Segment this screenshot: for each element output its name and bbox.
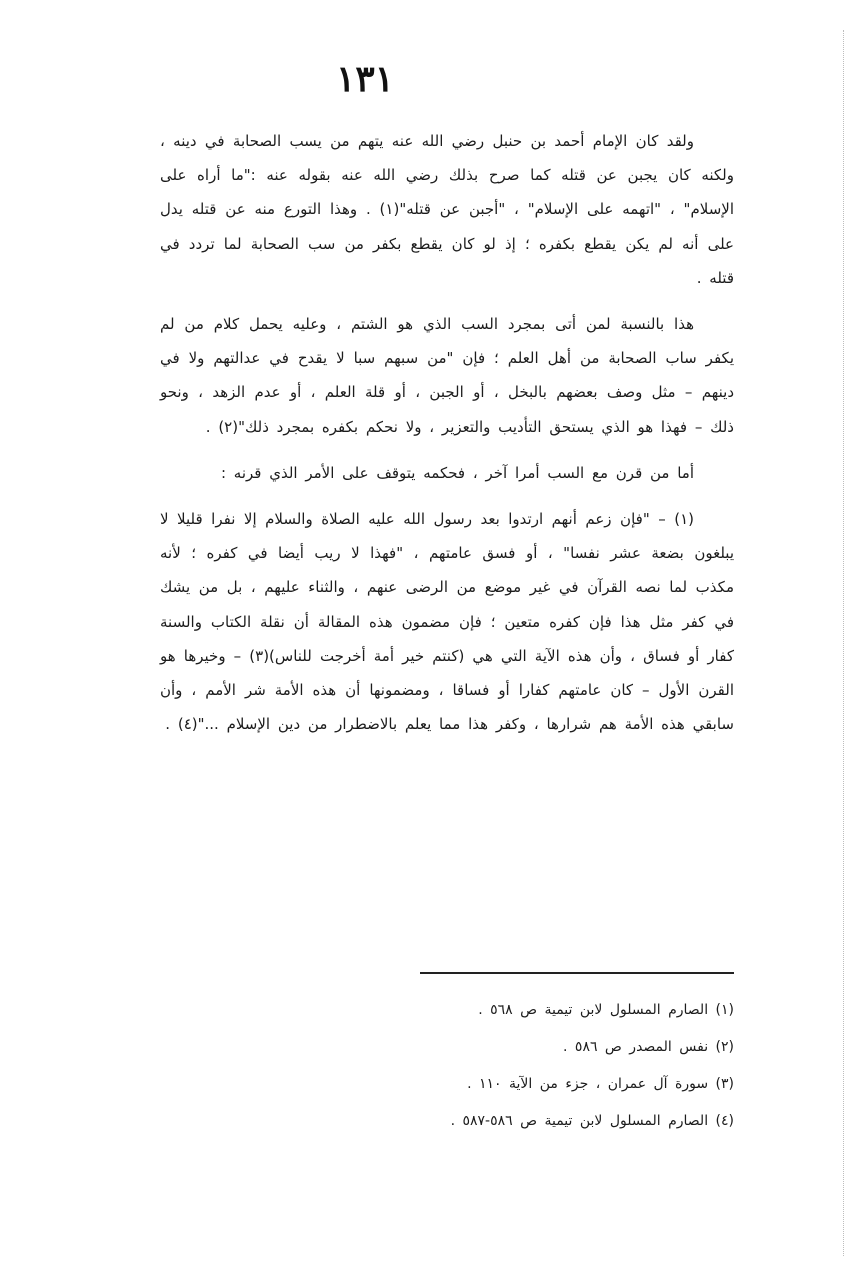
scan-edge-dots: [843, 30, 844, 1256]
paragraph-mere-insult: هذا بالنسبة لمن أتى بمجرد السب الذي هو الشتم ، وعليه يحمل كلام من لم يكفر ساب الصحابة من أهل العلم ؛ فإن "من سبهم سبا لا يقدح في عدالتهم ولا في دينهم – مثل وصف بعضهم بالبخل ، أو الجبن ، أو قلة العلم ، أو عدم الزهد ، ونحو ذلك – فهذا هو الذي يستحق التأديب والتعزير ، ولا نحكم بكفره بمجرد ذلك"(٢) .: [160, 315, 734, 436]
footnote-2: (٢) نفس المصدر ص ٥٨٦ .: [563, 1039, 734, 1055]
footnote-4: (٤) الصارم المسلول لابن تيمية ص ٥٨٦-٥٨٧ .: [450, 1113, 734, 1129]
footnote-separator: [420, 972, 734, 974]
paragraph-combined-matter: أما من قرن مع السب أمرا آخر ، فحكمه يتوقف على الأمر الذي قرنه :: [220, 463, 694, 482]
body-text: [160, 124, 734, 753]
footnote-1: (١) الصارم المسلول لابن تيمية ص ٥٦٨ .: [478, 1002, 734, 1018]
paragraph-imam-ahmad: ولقد كان الإمام أحمد بن حنبل رضي الله عنه يتهم من يسب الصحابة في دينه ، ولكنه كان يجبن عن قتله كما صرح بذلك رضي الله عنه بقوله عنه :"ما أراه على الإسلام" ، "اتهمه على الإسلام" ، "أجبن عن قتله"(١) . وهذا التورع منه عن قتله يدل على أنه لم يكن يقطع بكفره ؛ إذ لو كان يقطع بكفر من سب الصحابة لما تردد في قتله .: [160, 132, 734, 287]
paragraph-point-one: (١) – "فإن زعم أنهم ارتدوا بعد رسول الله عليه الصلاة والسلام إلا نفرا قليلا لا يبلغون بضعة عشر نفسا" ، أو فسق عامتهم ، "فهذا لا ريب أيضا في كفره ؛ لأنه مكذب لما نصه القرآن في غير موضع من الرضى عنهم ، والثناء عليهم ، بل من يشك في كفر مثل هذا فإن كفره متعين ؛ فإن مضمون هذه المقالة أن نقلة الكتاب والسنة كفار أو فساق ، وأن هذه الآية التي هي (كنتم خير أمة أخرجت للناس)(٣) – وخيرها هو القرن الأول – كان عامتهم كفارا أو فساقا ، ومضمونها أن هذه الأمة شر الأمم ، وأن سابقي هذه الأمة هم شرارها ، وكفر هذا مما يعلم بالاضطرار من دين الإسلام ..."(٤) .: [160, 510, 734, 734]
footnotes: [160, 992, 734, 1140]
footnote-3: (٣) سورة آل عمران ، جزء من الآية ١١٠ .: [467, 1076, 734, 1092]
page-number: ١٣١: [335, 58, 394, 100]
